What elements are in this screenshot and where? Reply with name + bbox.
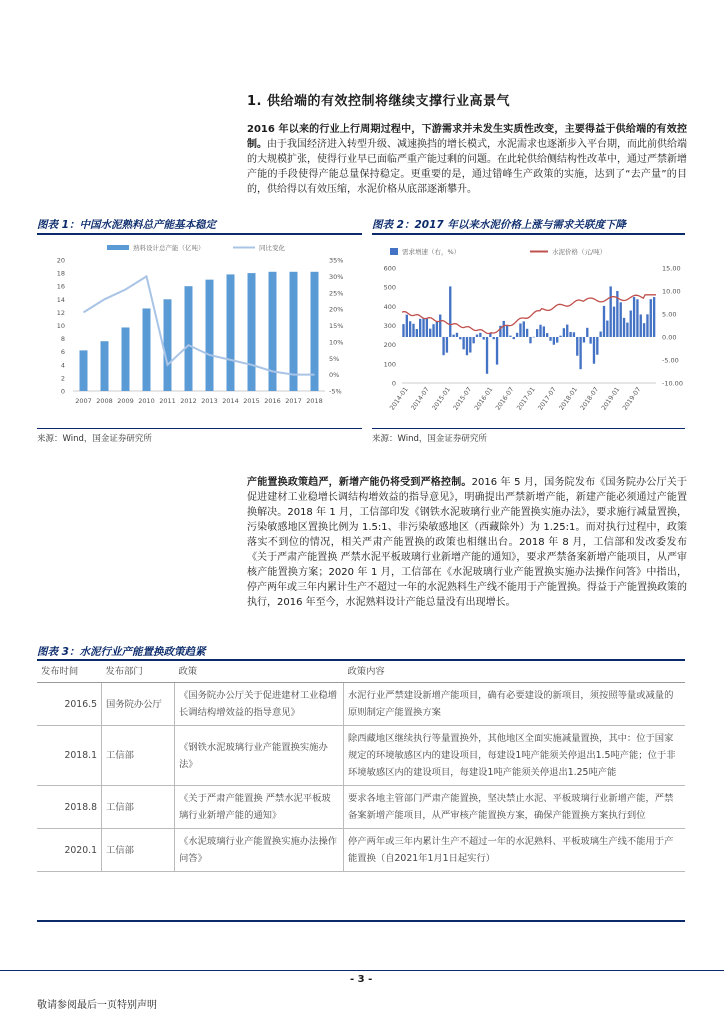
y-tick-label: 4 xyxy=(60,361,65,370)
intro-paragraph xyxy=(247,122,687,197)
demand-bar xyxy=(583,337,585,343)
demand-bar xyxy=(599,332,601,337)
demand-bar xyxy=(412,324,414,337)
y-tick-label: 14 xyxy=(56,295,65,304)
y-tick-label: 10 xyxy=(56,322,65,330)
demand-bar xyxy=(486,337,488,374)
x-tick-label: 2014 xyxy=(222,397,239,405)
y-tick-label: 600 xyxy=(383,264,396,273)
policy-table xyxy=(37,660,685,872)
x-tick-label: 2018-01 xyxy=(558,386,579,412)
policy-paragraph-lead: 产能置换政策趋严，新增产能仍将受到严格控制。 xyxy=(247,477,472,488)
row-policy: 《水泥玻璃行业产能置换实施办法操作问答》 xyxy=(175,829,344,872)
demand-bar xyxy=(650,299,652,337)
y2-tick-label: 15% xyxy=(329,322,344,330)
cement-price-chart xyxy=(372,238,685,424)
intro-paragraph-body: 由于我国经济进入转型升级、减速换挡的增长模式，水泥需求也逐渐步入平台期，而此前供给端的大规模扩张，使得行业早已面临严重产能过剩的问题。在此轮供给侧结构性改革中，通过严禁新增产能的手段使得产能总量保持稳定。更重要的是，通过错峰生产政策的实施，达到了“去产量”的目的，供给得以有效压缩，水泥价格从底部逐渐攀升。 xyxy=(247,139,687,195)
demand-bar xyxy=(630,311,632,337)
table-bottom-rule xyxy=(37,920,685,922)
x-tick-label: 2017 xyxy=(285,397,302,405)
y-tick-label: 2 xyxy=(60,374,65,383)
capacity-bar xyxy=(80,350,88,391)
x-tick-label: 2009 xyxy=(117,397,134,405)
capacity-chart xyxy=(37,238,362,414)
x-tick-label: 2011 xyxy=(159,397,176,405)
demand-bar xyxy=(539,325,541,337)
x-tick-label: 2007 xyxy=(75,397,92,405)
legend-label-demand: 需求增速（右，%） xyxy=(402,248,461,256)
column-department: 发布部门 xyxy=(102,660,175,683)
intro-paragraph-lead: 2016 年以来的行业上行周期过程中，下游需求并未发生实质性改变，主要得益于供给端的有效控制。 xyxy=(247,124,687,150)
y-tick-label: 0 xyxy=(391,379,396,388)
demand-bar xyxy=(633,297,635,337)
demand-bar xyxy=(533,337,535,338)
capacity-bar xyxy=(206,280,214,391)
demand-bar xyxy=(549,337,551,341)
x-tick-label: 2014-07 xyxy=(409,386,431,412)
demand-bar xyxy=(566,325,568,337)
capacity-bar xyxy=(185,286,193,391)
demand-bar xyxy=(596,337,598,355)
demand-bar xyxy=(519,323,521,337)
demand-bar xyxy=(559,336,561,337)
y-tick-label: 6 xyxy=(60,348,65,357)
y-tick-label: 18 xyxy=(56,269,65,278)
row-policy: 《关于严肃产能置换 严禁水泥平板玻璃行业新增产能的通知》 xyxy=(175,786,344,829)
figure2-bottom-rule xyxy=(372,428,685,429)
x-tick-label: 2017-01 xyxy=(515,386,537,412)
y2-tick-label: 25% xyxy=(329,289,344,298)
demand-bar xyxy=(442,337,444,355)
row-content: 要求各地主管部门严肃产能置换，坚决禁止水泥、平板玻璃行业新增产能，严禁备案新增产能项目，从严审核产能置换方案，确保产能置换方案执行到位 xyxy=(344,786,686,829)
demand-bar xyxy=(429,329,431,337)
demand-bar xyxy=(426,318,428,337)
x-tick-label: 2017-07 xyxy=(536,386,558,412)
section-title: 1. 供给端的有效控制将继续支撑行业高景气 xyxy=(247,94,511,109)
table-row xyxy=(37,786,685,829)
row-date: 2018.1 xyxy=(37,726,102,786)
x-tick-label: 2008 xyxy=(96,397,113,405)
disclaimer-note: 敬请参阅最后一页特别声明 xyxy=(37,1000,157,1011)
demand-bar xyxy=(402,324,404,337)
table-row xyxy=(37,683,685,726)
legend-swatch-capacity xyxy=(107,245,129,250)
demand-bar xyxy=(462,337,464,349)
x-tick-label: 2010 xyxy=(138,397,155,405)
row-content: 除西藏地区继续执行等量置换外，其他地区全面实施减量置换，其中：位于国家规定的环境敏感区内的建设项目，每建设1吨产能须关停退出1.5吨产能；位于非环境敏感区内的建设项目，每建设1吨产能须关停退出1.25吨产能 xyxy=(344,726,686,786)
figure1-header-rule xyxy=(37,233,362,235)
row-date: 2020.1 xyxy=(37,829,102,872)
demand-bar xyxy=(406,315,408,337)
demand-bar xyxy=(496,337,498,365)
demand-bar xyxy=(593,337,595,364)
demand-bar xyxy=(503,321,505,337)
policy-paragraph-body: 2016 年 5 月，国务院发布《国务院办公厅关于促进建材工业稳增长调结构增效益的指导意见》，明确提出严禁新增产能，新建产能必须通过产能置换解决。2018 年 1 月，工信部印发《钢铁水泥玻璃行业产能置换实施办法》，要求施行减量置换，污染敏感地区置换比例为 1.5:1、非污染敏感地区（西藏除外）为 1.25:1。而对执行过程中，政策落实不到位的情况，相关严肃产能置换的政策也相继出台。2018 年 8 月，工信部和发改委发布《关于严肃产能置换 严禁水泥平板玻璃行业新增产能的通知》，要求严禁备案新增产能项目，从严审核产能置换方案；2020 年 1 月，工信部在《水泥玻璃行业产能置换实施办法操作问答》中指出，停产两年或三年内累计生产不超过一年的水泥熟料生产线不能用于产能置换。得益于产能置换政策的执行，2016 年至今，水泥熟料设计产能总量没有出现增长。 xyxy=(247,477,687,608)
demand-bar xyxy=(569,332,571,337)
x-tick-label: 2018-07 xyxy=(579,386,601,412)
legend-swatch-demand xyxy=(390,248,398,255)
y2-tick-label: 15.00 xyxy=(662,264,681,273)
demand-bar xyxy=(589,337,591,344)
y2-tick-label: -10.00 xyxy=(662,379,683,388)
y-tick-label: 0 xyxy=(60,387,65,396)
x-tick-label: 2012 xyxy=(180,397,197,405)
column-date: 发布时间 xyxy=(37,660,102,683)
demand-bar xyxy=(409,321,411,337)
figure2-header: 图表 2：2017 年以来水泥价格上涨与需求关联度下降 xyxy=(372,219,626,231)
demand-bar xyxy=(419,319,421,337)
row-date: 2016.5 xyxy=(37,683,102,726)
capacity-bar xyxy=(290,272,298,391)
y-tick-label: 500 xyxy=(383,283,396,292)
demand-bar xyxy=(646,314,648,337)
row-department: 工信部 xyxy=(102,829,175,872)
demand-bar xyxy=(576,337,578,356)
x-tick-label: 2019-01 xyxy=(600,386,622,412)
demand-bar xyxy=(432,324,434,337)
capacity-bar xyxy=(101,341,109,391)
demand-bar xyxy=(416,329,418,337)
row-department: 国务院办公厅 xyxy=(102,683,175,726)
policy-paragraph xyxy=(247,475,687,610)
capacity-bar xyxy=(143,308,151,391)
demand-bar xyxy=(483,337,485,340)
x-tick-label: 2018 xyxy=(306,397,323,405)
y2-tick-label: 0% xyxy=(329,371,340,380)
figure1-header: 图表 1：中国水泥熟料总产能基本稳定 xyxy=(37,219,216,231)
demand-bar xyxy=(506,326,508,337)
capacity-bar xyxy=(227,274,235,391)
y-tick-label: 100 xyxy=(383,360,396,369)
x-tick-label: 2015-07 xyxy=(452,386,474,412)
demand-bar xyxy=(546,333,548,337)
y2-tick-label: 20% xyxy=(329,305,344,314)
demand-bar xyxy=(643,323,645,337)
y2-tick-label: 35% xyxy=(329,256,344,265)
demand-bar xyxy=(446,337,448,353)
x-tick-label: 2019-07 xyxy=(621,386,643,412)
demand-bar xyxy=(523,321,525,337)
demand-bar xyxy=(653,297,655,337)
demand-bar xyxy=(516,333,518,337)
y-tick-label: 400 xyxy=(383,302,396,311)
demand-bar xyxy=(620,302,622,337)
demand-bar xyxy=(626,323,628,337)
capacity-bar xyxy=(164,299,172,391)
demand-bar xyxy=(466,337,468,355)
demand-bar xyxy=(553,337,555,345)
x-tick-label: 2015-01 xyxy=(431,386,452,412)
table-header: 图表 3：水泥行业产能置换政策趋紧 xyxy=(37,646,206,658)
demand-bar xyxy=(563,328,565,337)
row-department: 工信部 xyxy=(102,786,175,829)
legend-label-capacity: 熟料设计总产能（亿吨） xyxy=(133,244,205,252)
x-tick-label: 2015 xyxy=(243,397,260,405)
demand-bar xyxy=(456,333,458,337)
demand-bar xyxy=(586,328,588,337)
demand-bar xyxy=(613,307,615,337)
y-tick-label: 8 xyxy=(60,335,65,344)
y2-tick-label: 10.00 xyxy=(662,287,681,296)
capacity-bar xyxy=(269,272,277,391)
figure1-bottom-rule xyxy=(37,428,362,429)
row-department: 工信部 xyxy=(102,726,175,786)
demand-bar xyxy=(636,299,638,337)
demand-bar xyxy=(526,329,528,337)
row-policy: 《国务院办公厅关于促进建材工业稳增长调结构增效益的指导意见》 xyxy=(175,683,344,726)
table-header-row xyxy=(37,660,685,683)
y2-tick-label: -5.00 xyxy=(662,356,679,365)
row-policy: 《钢铁水泥玻璃行业产能置换实施办法》 xyxy=(175,726,344,786)
demand-bar xyxy=(472,337,474,343)
demand-bar xyxy=(422,319,424,337)
capacity-bar xyxy=(248,273,256,391)
demand-bar xyxy=(640,314,642,337)
x-tick-label: 2016 xyxy=(264,397,281,405)
demand-bar xyxy=(529,337,531,343)
y2-tick-label: 5% xyxy=(329,354,340,363)
y2-tick-label: 5.00 xyxy=(662,310,677,319)
demand-bar xyxy=(493,337,495,339)
demand-bar xyxy=(573,332,575,337)
x-tick-label: 2014-01 xyxy=(388,386,410,412)
demand-bar xyxy=(603,306,605,337)
capacity-bar xyxy=(311,272,319,391)
demand-bar xyxy=(536,329,538,337)
demand-bar xyxy=(436,322,438,337)
footer-rule xyxy=(0,970,724,971)
y-tick-label: 16 xyxy=(56,282,65,291)
demand-bar xyxy=(623,318,625,337)
y-tick-label: 12 xyxy=(56,308,65,317)
demand-bar xyxy=(479,333,481,337)
demand-bar xyxy=(579,337,581,369)
y-tick-label: 20 xyxy=(56,256,65,265)
capacity-bar xyxy=(122,327,130,391)
column-policy: 政策 xyxy=(175,660,344,683)
demand-bar xyxy=(449,286,451,337)
column-content: 政策内容 xyxy=(344,660,686,683)
row-content: 停产两年或三年内累计生产不超过一年的水泥熟料、平板玻璃生产线不能用于产能置换（自2021年1月1日起实行） xyxy=(344,829,686,872)
x-tick-label: 2016-07 xyxy=(494,386,516,412)
demand-bar xyxy=(452,335,454,337)
demand-bar xyxy=(610,286,612,337)
y2-tick-label: 10% xyxy=(329,338,344,347)
yoy-line xyxy=(84,276,315,374)
table-row xyxy=(37,829,685,872)
demand-bar xyxy=(513,337,515,339)
demand-bar xyxy=(439,315,441,337)
y2-tick-label: 30% xyxy=(329,272,344,281)
demand-bar xyxy=(556,337,558,343)
figure1-source: 来源：Wind，国金证券研究所 xyxy=(37,434,152,444)
figure2-source: 来源：Wind，国金证券研究所 xyxy=(372,434,487,444)
row-date: 2018.8 xyxy=(37,786,102,829)
y2-tick-label: 0.00 xyxy=(662,333,677,342)
legend-label-price: 水泥价格（元/吨） xyxy=(552,248,607,256)
demand-bar xyxy=(476,335,478,337)
y-tick-label: 200 xyxy=(383,341,396,350)
demand-bar xyxy=(459,337,461,339)
demand-bar xyxy=(543,326,545,337)
demand-bar xyxy=(606,321,608,337)
x-tick-label: 2016-01 xyxy=(473,386,495,412)
y2-tick-label: -5% xyxy=(329,387,342,396)
x-tick-label: 2013 xyxy=(201,397,218,405)
legend-label-yoy: 同比变化 xyxy=(259,244,285,252)
figure2-header-rule xyxy=(372,233,685,235)
page-number: - 3 - xyxy=(350,974,373,985)
demand-bar xyxy=(509,336,511,337)
row-content: 水泥行业严禁建设新增产能项目，确有必要建设的新项目，须按照等量或减量的原则制定产能置换方案 xyxy=(344,683,686,726)
table-row xyxy=(37,726,685,786)
demand-bar xyxy=(469,337,471,353)
y-tick-label: 300 xyxy=(383,322,396,330)
